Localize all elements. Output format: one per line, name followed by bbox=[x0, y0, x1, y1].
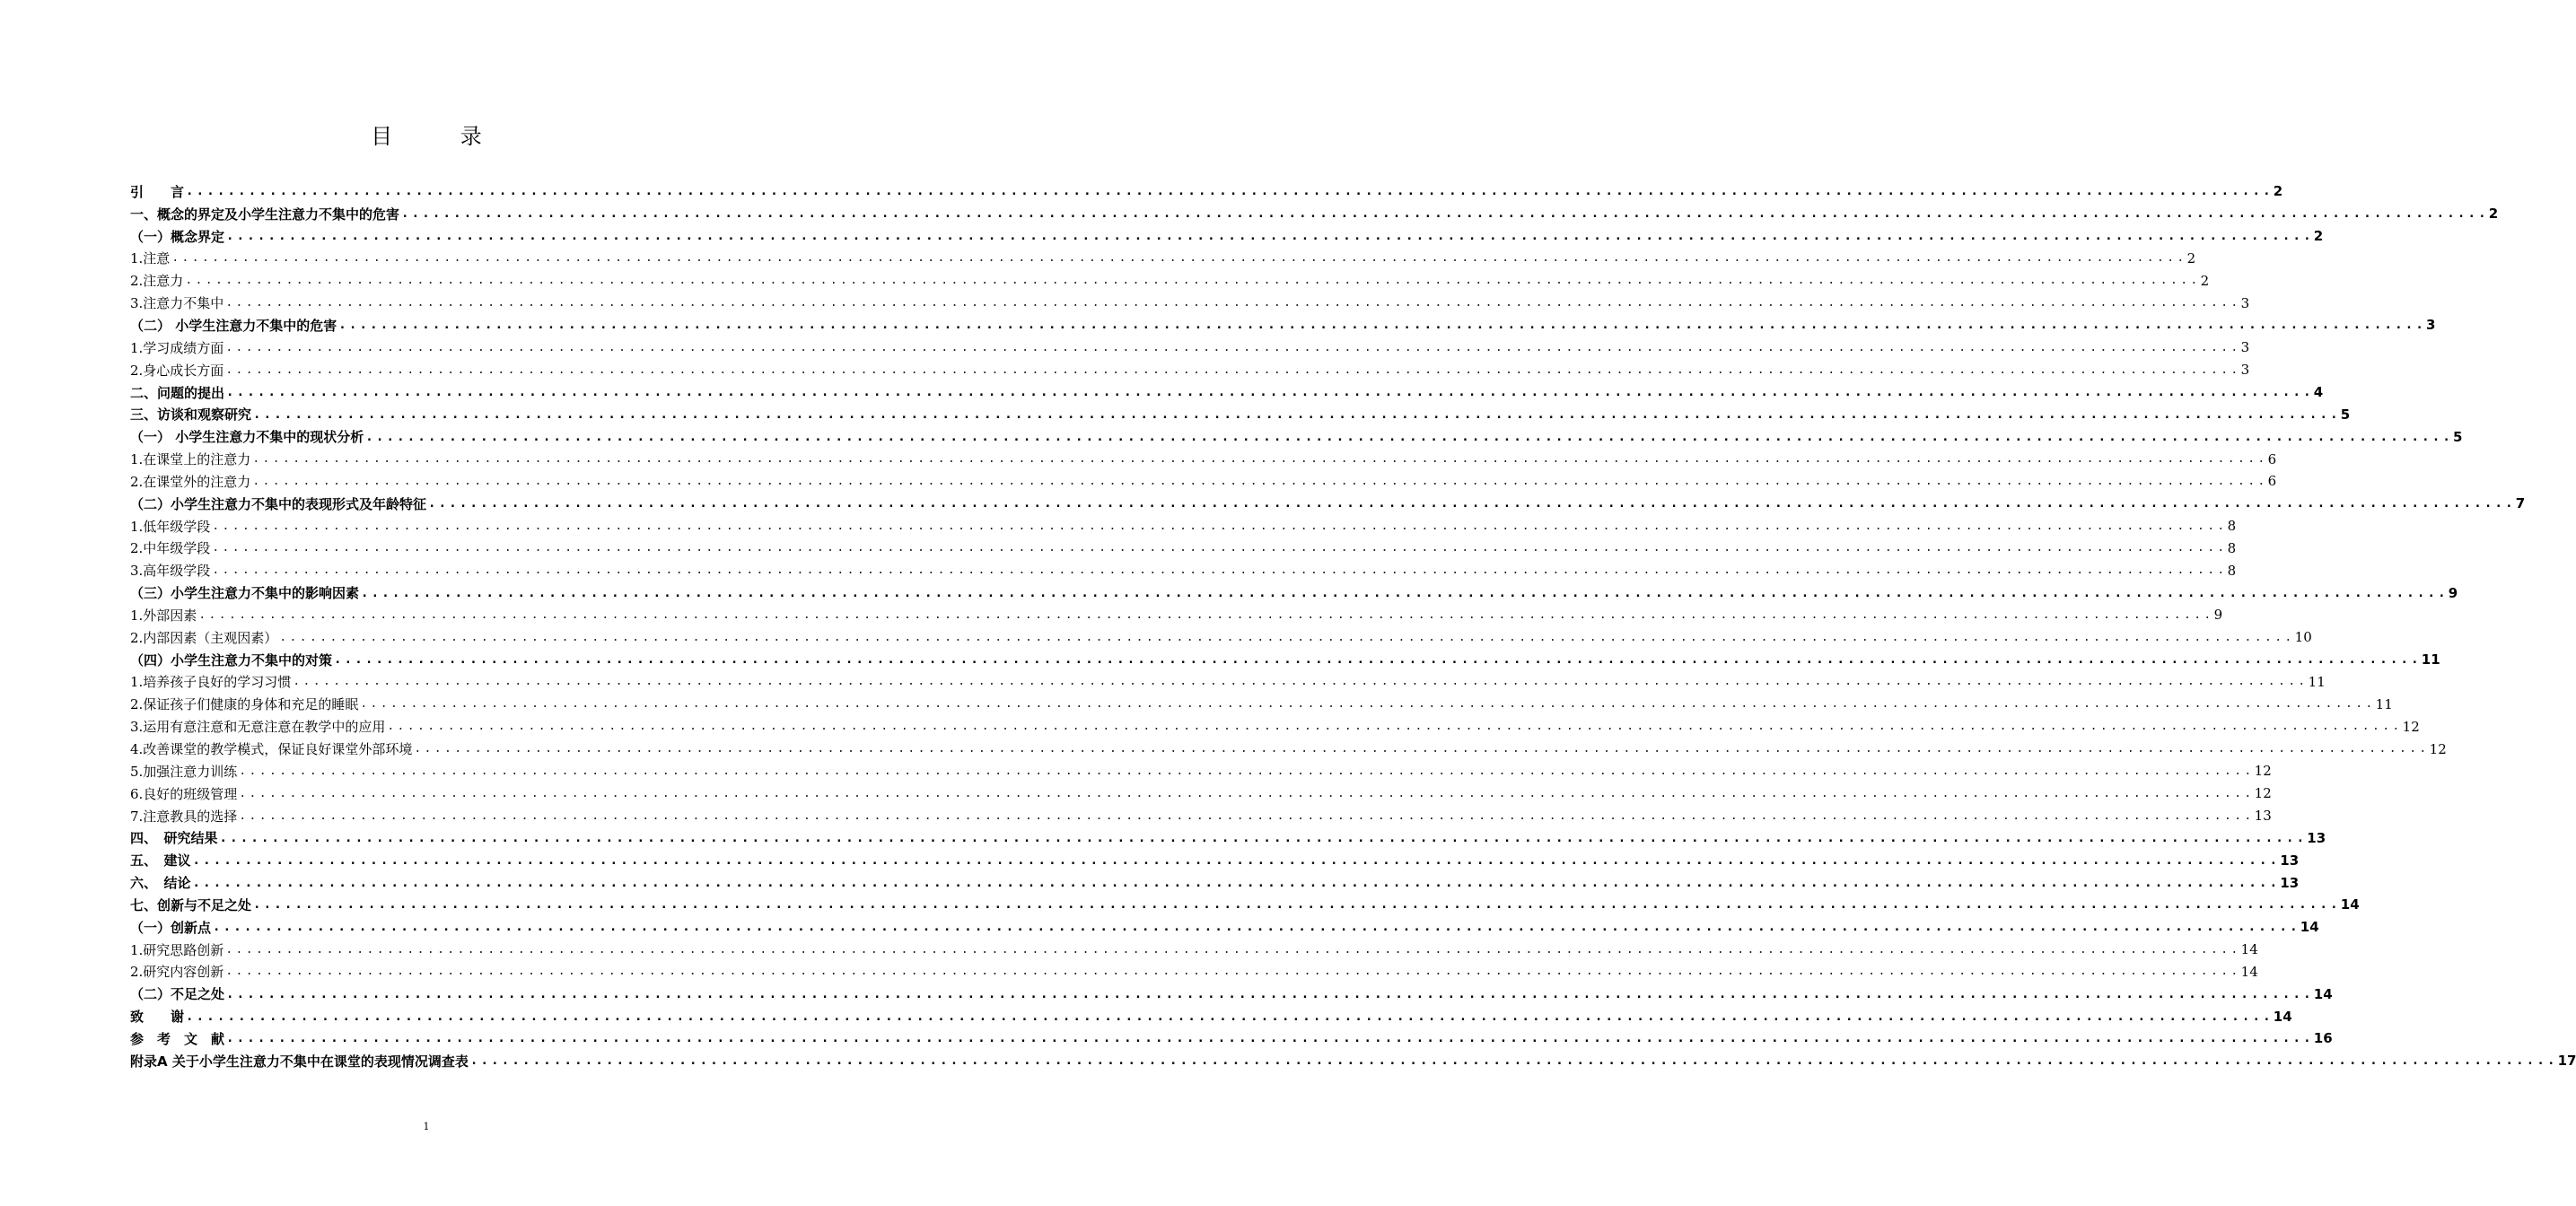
toc-entry-title: （一） 小学生注意力不集中的现状分析 bbox=[130, 429, 364, 446]
toc-entry[interactable] bbox=[130, 626, 2312, 649]
toc-entry-page: 7 bbox=[2515, 495, 2526, 512]
toc-entry[interactable] bbox=[130, 314, 2436, 336]
toc-leader-dots: ........................................................................................................................................................................................................ bbox=[279, 630, 2295, 644]
toc-entry-title: 3.高年级学段 bbox=[130, 563, 211, 580]
toc-leader-dots: ........................................................................................................................................................................................................ bbox=[225, 340, 2241, 354]
toc-entry[interactable] bbox=[130, 983, 2333, 1005]
toc-entry-page: 14 bbox=[2240, 963, 2258, 980]
toc-entry[interactable] bbox=[130, 760, 2272, 782]
toc-entry-title: 5.加强注意力训练 bbox=[130, 763, 238, 780]
toc-entry[interactable] bbox=[130, 493, 2526, 515]
table-of-contents bbox=[130, 180, 2576, 1072]
toc-entry-page: 9 bbox=[2448, 584, 2458, 601]
toc-entry-title: 1.低年级学段 bbox=[130, 518, 211, 535]
toc-entry-page: 2 bbox=[2313, 228, 2324, 245]
toc-leader-dots: ........................................................................................................................................................................................................ bbox=[334, 652, 2422, 668]
toc-entry-page: 14 bbox=[2240, 941, 2258, 958]
toc-entry[interactable] bbox=[130, 203, 2499, 225]
toc-entry-title: 七、创新与不足之处 bbox=[130, 896, 252, 913]
toc-leader-dots: ........................................................................................................................................................................................................ bbox=[225, 942, 2241, 957]
toc-leader-dots: ........................................................................................................................................................................................................ bbox=[293, 675, 2309, 689]
toc-leader-dots: ........................................................................................................................................................................................................ bbox=[469, 1053, 2558, 1069]
toc-leader-dots: ........................................................................................................................................................................................................ bbox=[212, 564, 2228, 578]
toc-leader-dots: ........................................................................................................................................................................................................ bbox=[401, 206, 2489, 222]
toc-leader-dots: ........................................................................................................................................................................................................ bbox=[225, 363, 2241, 377]
toc-entry-page: 14 bbox=[2313, 985, 2333, 1002]
toc-leader-dots: ........................................................................................................................................................................................................ bbox=[239, 764, 2255, 778]
toc-entry-page: 5 bbox=[2340, 406, 2351, 423]
toc-entry[interactable] bbox=[130, 916, 2319, 939]
toc-entry[interactable] bbox=[130, 693, 2393, 715]
toc-leader-dots: ........................................................................................................................................................................................................ bbox=[226, 1031, 2314, 1046]
toc-entry-title: 7.注意教具的选择 bbox=[130, 808, 238, 825]
toc-entry[interactable] bbox=[130, 225, 2324, 248]
toc-entry-page: 3 bbox=[2240, 294, 2250, 311]
toc-leader-dots: ........................................................................................................................................................................................................ bbox=[253, 897, 2341, 913]
toc-leader-dots: ........................................................................................................................................................................................................ bbox=[212, 541, 2228, 555]
toc-entry[interactable] bbox=[130, 604, 2223, 626]
toc-entry[interactable] bbox=[130, 248, 2196, 270]
toc-leader-dots: ........................................................................................................................................................................................................ bbox=[414, 742, 2430, 756]
toc-entry-page: 2 bbox=[2273, 183, 2283, 200]
toc-leader-dots: ........................................................................................................................................................................................................ bbox=[239, 808, 2255, 823]
toc-entry-title: 2.在课堂外的注意力 bbox=[130, 473, 251, 490]
toc-entry[interactable] bbox=[130, 649, 2440, 671]
toc-leader-dots: ........................................................................................................................................................................................................ bbox=[225, 296, 2241, 310]
toc-leader-dots: ........................................................................................................................................................................................................ bbox=[219, 830, 2308, 845]
toc-entry-page: 13 bbox=[2280, 852, 2300, 869]
toc-entry-title: 6.良好的班级管理 bbox=[130, 785, 238, 802]
page-number: 1 bbox=[423, 1121, 430, 1132]
toc-entry[interactable] bbox=[130, 1027, 2333, 1050]
toc-entry-title: 引 言 bbox=[130, 183, 185, 200]
toc-entry[interactable] bbox=[130, 738, 2447, 760]
toc-leader-dots: ........................................................................................................................................................................................................ bbox=[365, 429, 2453, 444]
toc-entry-page: 11 bbox=[2308, 673, 2326, 690]
toc-entry[interactable] bbox=[130, 403, 2351, 425]
toc-entry[interactable] bbox=[130, 269, 2210, 292]
toc-leader-dots: ........................................................................................................................................................................................................ bbox=[338, 318, 2426, 333]
toc-entry-title: 1.在课堂上的注意力 bbox=[130, 451, 251, 468]
toc-entry-page: 2 bbox=[2186, 249, 2196, 267]
toc-entry-page: 6 bbox=[2267, 450, 2277, 468]
toc-entry-title: 2.内部因素（主观因素） bbox=[130, 629, 278, 646]
toc-entry[interactable] bbox=[130, 381, 2324, 404]
toc-entry-title: 四、 研究结果 bbox=[130, 830, 218, 847]
toc-entry-title: 附录A 关于小学生注意力不集中在课堂的表现情况调查表 bbox=[130, 1053, 469, 1070]
toc-entry-page: 3 bbox=[2240, 339, 2250, 356]
toc-entry-title: 2.保证孩子们健康的身体和充足的睡眠 bbox=[130, 696, 359, 713]
toc-leader-dots: ........................................................................................................................................................................................................ bbox=[171, 251, 2187, 266]
toc-entry-page: 13 bbox=[2307, 829, 2326, 846]
toc-entry-page: 3 bbox=[2425, 317, 2436, 334]
toc-leader-dots: ........................................................................................................................................................................................................ bbox=[212, 519, 2228, 533]
toc-leader-dots: ........................................................................................................................................................................................................ bbox=[226, 986, 2314, 1001]
toc-entry[interactable] bbox=[130, 826, 2326, 849]
toc-entry-page: 12 bbox=[2254, 785, 2272, 802]
toc-entry[interactable] bbox=[130, 292, 2250, 314]
toc-entry-page: 16 bbox=[2313, 1030, 2333, 1047]
toc-entry-page: 9 bbox=[2213, 607, 2223, 624]
toc-leader-dots: ........................................................................................................................................................................................................ bbox=[428, 496, 2516, 511]
toc-entry-page: 5 bbox=[2452, 428, 2463, 445]
toc-leader-dots: ........................................................................................................................................................................................................ bbox=[213, 920, 2300, 935]
toc-entry[interactable] bbox=[130, 359, 2250, 381]
toc-entry[interactable] bbox=[130, 671, 2326, 694]
toc-leader-dots: ........................................................................................................................................................................................................ bbox=[253, 406, 2341, 422]
toc-entry-page: 2 bbox=[2488, 205, 2499, 223]
toc-entry-page: 11 bbox=[2375, 695, 2393, 712]
toc-leader-dots: ........................................................................................................................................................................................................ bbox=[252, 474, 2268, 488]
toc-entry[interactable] bbox=[130, 939, 2258, 961]
toc-entry[interactable] bbox=[130, 782, 2272, 805]
toc-entry[interactable] bbox=[130, 425, 2463, 448]
toc-entry-title: 1.培养孩子良好的学习习惯 bbox=[130, 674, 292, 691]
toc-entry[interactable] bbox=[130, 581, 2458, 604]
toc-entry-page: 13 bbox=[2254, 808, 2272, 825]
toc-entry-page: 4 bbox=[2313, 384, 2324, 401]
toc-entry-title: 2.研究内容创新 bbox=[130, 964, 224, 981]
toc-entry-page: 17 bbox=[2557, 1053, 2576, 1070]
toc-entry-title: 1.学习成绩方面 bbox=[130, 339, 224, 356]
toc-leader-dots: ........................................................................................................................................................................................................ bbox=[198, 607, 2214, 622]
toc-leader-dots: ........................................................................................................................................................................................................ bbox=[252, 452, 2268, 467]
toc-entry-page: 14 bbox=[2300, 919, 2319, 936]
toc-entry-title: 2.中年级学段 bbox=[130, 540, 211, 557]
toc-entry-page: 10 bbox=[2294, 629, 2312, 646]
toc-leader-dots: ........................................................................................................................................................................................................ bbox=[360, 697, 2376, 712]
toc-entry-title: 三、访谈和观察研究 bbox=[130, 406, 252, 424]
toc-entry-page: 8 bbox=[2227, 562, 2237, 579]
toc-entry-title: 3.运用有意注意和无意注意在教学中的应用 bbox=[130, 719, 386, 736]
toc-entry[interactable] bbox=[130, 1050, 2576, 1072]
toc-leader-dots: ........................................................................................................................................................................................................ bbox=[226, 229, 2314, 244]
toc-entry-title: 六、 结论 bbox=[130, 875, 191, 892]
toc-entry-page: 13 bbox=[2280, 874, 2300, 891]
toc-entry-title: 2.注意力 bbox=[130, 273, 184, 290]
toc-entry-title: （四）小学生注意力不集中的对策 bbox=[130, 651, 333, 669]
toc-entry-title: 参 考 文 献 bbox=[130, 1030, 225, 1047]
toc-entry-title: （三）小学生注意力不集中的影响因素 bbox=[130, 585, 360, 602]
toc-entry-title: 1.外部因素 bbox=[130, 607, 197, 624]
toc-entry[interactable] bbox=[130, 515, 2237, 537]
toc-entry-title: 1.注意 bbox=[130, 250, 171, 267]
toc-leader-dots: ........................................................................................................................................................................................................ bbox=[186, 184, 2274, 199]
toc-entry-page: 14 bbox=[2340, 896, 2360, 913]
toc-leader-dots: ........................................................................................................................................................................................................ bbox=[185, 274, 2201, 288]
toc-leader-dots: ........................................................................................................................................................................................................ bbox=[226, 385, 2314, 400]
toc-entry-page: 12 bbox=[2254, 763, 2272, 780]
toc-entry-title: 二、问题的提出 bbox=[130, 384, 225, 401]
toc-leader-dots: ........................................................................................................................................................................................................ bbox=[387, 720, 2403, 734]
toc-entry-title: （二）小学生注意力不集中的表现形式及年龄特征 bbox=[130, 495, 427, 512]
toc-entry-page: 12 bbox=[2429, 740, 2447, 757]
toc-entry-title: （一）概念界定 bbox=[130, 228, 225, 245]
toc-entry-page: 3 bbox=[2240, 362, 2250, 379]
toc-entry-page: 8 bbox=[2227, 539, 2237, 556]
toc-leader-dots: ........................................................................................................................................................................................................ bbox=[192, 875, 2281, 890]
toc-entry[interactable] bbox=[130, 715, 2420, 738]
toc-leader-dots: ........................................................................................................................................................................................................ bbox=[225, 965, 2241, 979]
toc-entry[interactable] bbox=[130, 470, 2277, 493]
toc-entry[interactable] bbox=[130, 336, 2250, 359]
toc-entry-title: 致 谢 bbox=[130, 1009, 185, 1026]
toc-entry-page: 14 bbox=[2273, 1008, 2292, 1025]
toc-entry-page: 6 bbox=[2267, 473, 2277, 490]
toc-entry[interactable] bbox=[130, 894, 2360, 916]
toc-entry-title: （二） 小学生注意力不集中的危害 bbox=[130, 317, 337, 334]
toc-entry[interactable] bbox=[130, 961, 2258, 983]
toc-entry-title: 五、 建议 bbox=[130, 852, 191, 870]
toc-entry-title: 3.注意力不集中 bbox=[130, 295, 224, 312]
toc-entry-title: 2.身心成长方面 bbox=[130, 362, 224, 379]
toc-entry-page: 8 bbox=[2227, 518, 2237, 535]
toc-entry-page: 2 bbox=[2200, 272, 2210, 289]
toc-entry-page: 11 bbox=[2421, 651, 2440, 669]
toc-entry[interactable] bbox=[130, 537, 2237, 560]
toc-entry[interactable] bbox=[130, 871, 2300, 894]
toc-entry-title: 4.改善课堂的教学模式，保证良好课堂外部环境 bbox=[130, 741, 413, 758]
toc-entry[interactable] bbox=[130, 559, 2237, 581]
page-title: 目 录 bbox=[371, 124, 513, 149]
toc-leader-dots: ........................................................................................................................................................................................................ bbox=[239, 786, 2255, 800]
toc-entry[interactable] bbox=[130, 805, 2272, 827]
toc-leader-dots: ........................................................................................................................................................................................................ bbox=[192, 852, 2281, 868]
toc-entry-title: 一、概念的界定及小学生注意力不集中的危害 bbox=[130, 205, 400, 223]
toc-entry[interactable] bbox=[130, 849, 2300, 871]
toc-leader-dots: ........................................................................................................................................................................................................ bbox=[186, 1009, 2274, 1024]
toc-entry[interactable] bbox=[130, 1005, 2292, 1027]
toc-entry-title: （二）不足之处 bbox=[130, 986, 225, 1003]
toc-entry-title: 1.研究思路创新 bbox=[130, 941, 224, 958]
toc-entry-page: 12 bbox=[2402, 718, 2420, 735]
toc-entry-title: （一）创新点 bbox=[130, 919, 212, 936]
toc-entry[interactable] bbox=[130, 448, 2277, 470]
toc-entry[interactable] bbox=[130, 180, 2283, 203]
toc-leader-dots: ........................................................................................................................................................................................................ bbox=[361, 585, 2449, 600]
